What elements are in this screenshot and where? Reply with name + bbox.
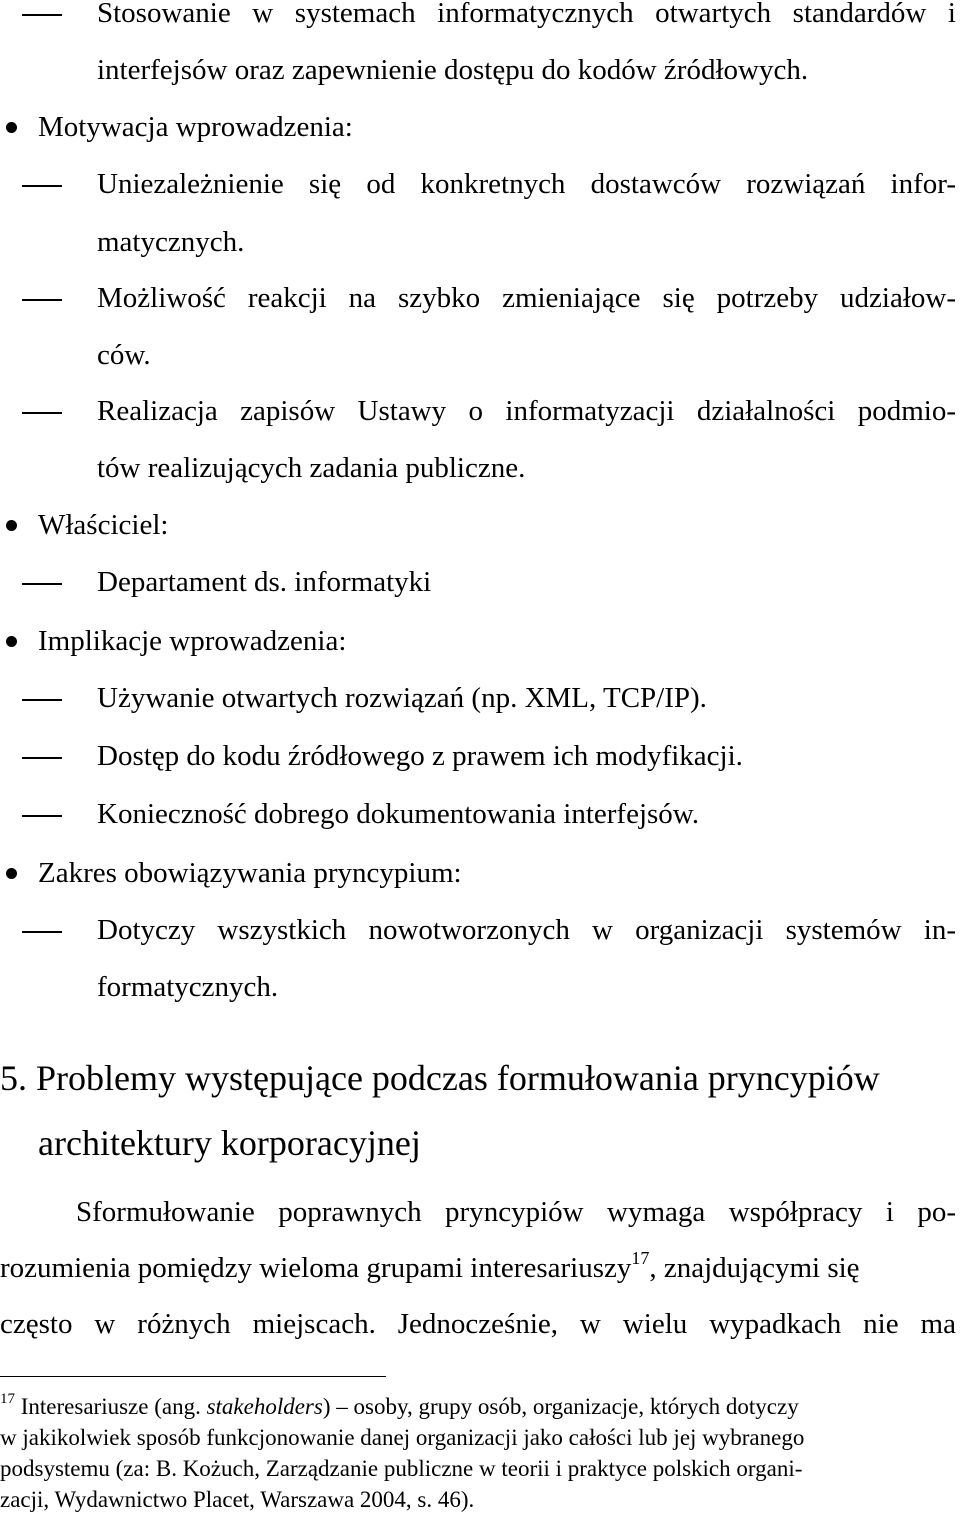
footnote-separator: [0, 1376, 386, 1377]
footnote-reference[interactable]: 17: [631, 1248, 650, 1269]
footnote-text: ) – osoby, grupy osób, organizacje, których dotyczy: [322, 1394, 799, 1419]
footnote-text: Interesariusze (ang.: [20, 1394, 207, 1419]
dash-marker: [22, 699, 62, 701]
paragraph-text: , znajdującymi się: [649, 1252, 860, 1284]
bullet-marker: [6, 868, 17, 879]
bullet-marker: [6, 122, 17, 133]
dash-marker: [22, 14, 62, 16]
footnote-number: 17: [0, 1391, 15, 1408]
dash-marker: [22, 185, 62, 187]
footnote-emphasis: stakeholders: [206, 1394, 323, 1419]
dash-marker: [22, 583, 62, 585]
paragraph-text: rozumienia pomiędzy wieloma grupami interesariuszy: [0, 1252, 632, 1284]
dash-marker: [22, 412, 62, 414]
bullet-marker: [6, 520, 17, 531]
bullet-marker: [6, 636, 17, 647]
dash-marker: [22, 815, 62, 817]
dash-marker: [22, 757, 62, 759]
dash-marker: [22, 931, 62, 933]
dash-marker: [22, 299, 62, 301]
